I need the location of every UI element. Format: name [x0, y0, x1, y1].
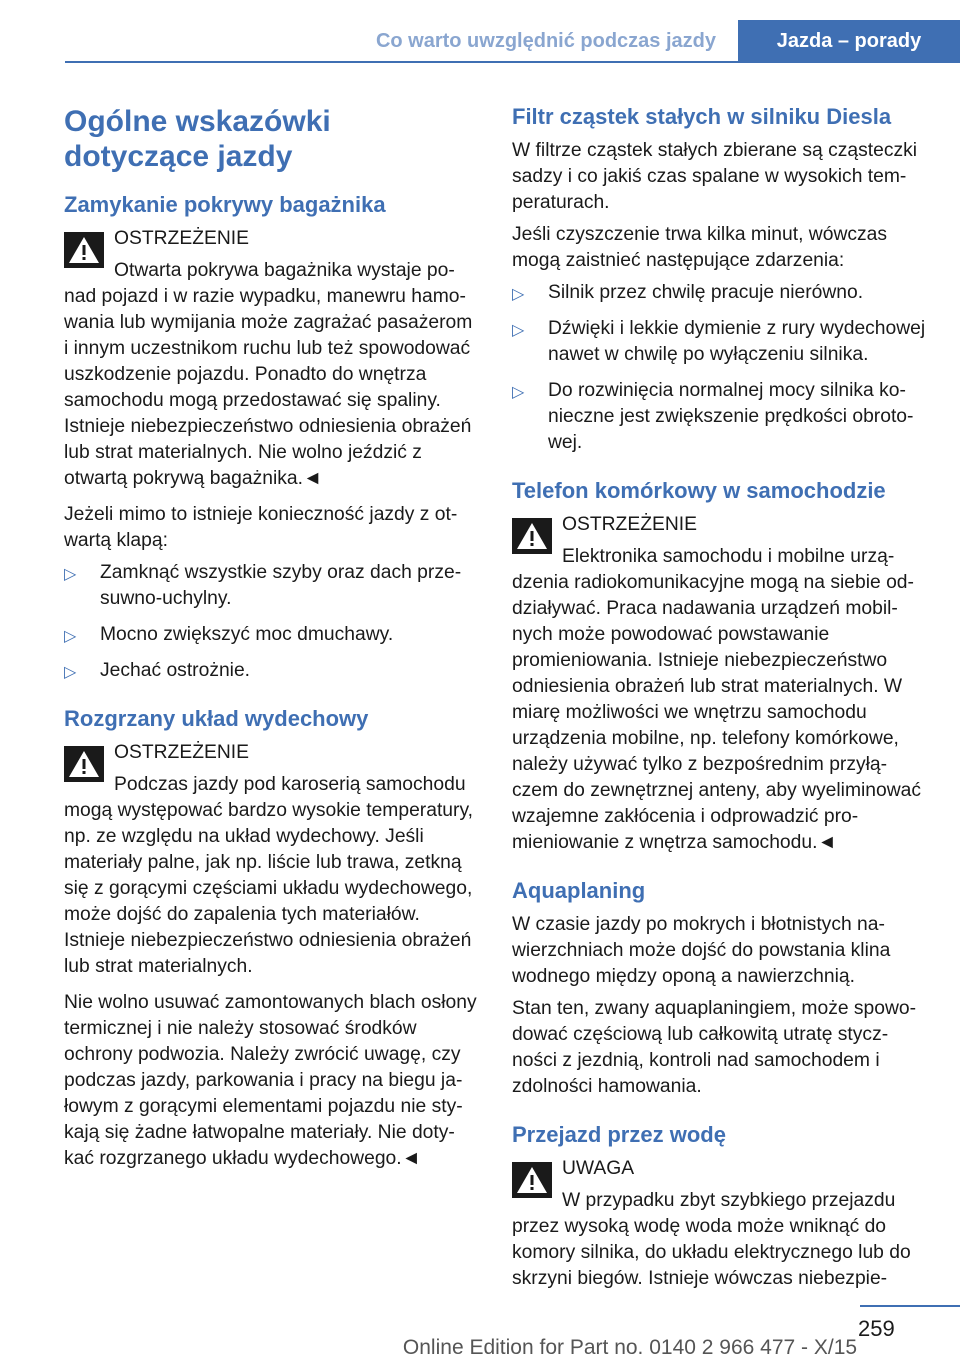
list-item: ▷ Mocno zwiększyć moc dmuchawy.: [64, 622, 478, 648]
heading-diesel-filter: Filtr cząstek stałych w silniku Diesla: [512, 104, 892, 129]
warning-block: [512, 512, 926, 856]
warning-text: Elektronika samochodu i mobilne urządzenia radiokomunikacyjne mogą na siebie oddziaływać. Praca nadawania urządzeń mobilnych może powodować powstawanie promieniowania. Istnieje niebezpieczeństwo odniesienia obrażeń lub strat materialnych. W miarę możliwości we wnętrzu samochodu urządzenia mobilne, np. telefony komórkowe, należy używać tylko z bezpośrednim przyłączem do zewnętrznej anteny, aby wyeliminować wzajemne zakłócenia i odprowadzić promieniowanie z wnętrza samochodu.◄: [512, 546, 922, 853]
warning-label: OSTRZEŻENIE: [562, 514, 697, 535]
page-number: 259: [858, 1316, 895, 1341]
notice-text: W przypadku zbyt szybkiego przejazdu przez wysoką wodę woda może wniknąć do komory silnika, do układu elektrycznego lub do skrzyni biegów. Istnieje wówczas niebezpie-: [512, 1190, 911, 1289]
left-column: [64, 104, 478, 1178]
title-line-2: dotyczące jazdy: [64, 140, 293, 173]
bullet-triangle-icon: ▷: [64, 566, 77, 583]
heading-trunk-lid: Zamykanie pokrywy bagażnika: [64, 192, 386, 217]
heading-water-crossing: Przejazd przez wodę: [512, 1122, 726, 1147]
title-line-1: Ogólne wskazówki: [64, 105, 331, 138]
warning-triangle-icon: [512, 1162, 552, 1198]
bullet-triangle-icon: ▷: [64, 628, 77, 645]
list-item: ▷ Do rozwinięcia normalnej mocy silnika konieczne jest zwiększenie prędkości obrotowej.: [512, 380, 914, 453]
bullet-triangle-icon: ▷: [512, 286, 525, 303]
list-item: ▷ Jechać ostrożnie.: [64, 658, 478, 684]
heading-mobile-phone: Telefon komórkowy w samochodzie: [512, 478, 886, 503]
bullet-triangle-icon: ▷: [512, 384, 525, 401]
notice-label: UWAGA: [562, 1158, 635, 1179]
header-rule: [65, 61, 960, 63]
heading-aquaplaning: Aquaplaning: [512, 878, 646, 903]
paragraph: Nie wolno usuwać zamontowanych blach osłony termicznej i nie należy stosować środków ochrony podwozia. Należy zwrócić uwagę, czy podczas jazdy, parkowania i pracy na biegu jałowym z gorącymi elementami pojazdu nie stykają się żadne łatwopalne materiały. Nie dotykać rozgrzanego układu wydechowego.◄: [64, 992, 477, 1169]
warning-triangle-icon: [512, 518, 552, 554]
paragraph: Jeśli czyszczenie trwa kilka minut, wówczas mogą zaistnieć następujące zdarzenia:: [512, 224, 888, 271]
list-item: ▷ Silnik przez chwilę pracuje nierówno.: [512, 280, 926, 306]
paragraph: W czasie jazdy po mokrych i błotnistych nawierzchniach może dojść do powstania klina wodnego między oponą a nawierzchnią.: [512, 914, 891, 987]
list-item: ▷ Zamknąć wszystkie szyby oraz dach przesuwno-uchylny.: [64, 562, 462, 609]
warning-triangle-icon: [64, 232, 104, 268]
warning-triangle-icon: [64, 746, 104, 782]
footer-edition: Online Edition for Part no. 0140 2 966 477 - X/15: [402, 1336, 858, 1359]
warning-label: OSTRZEŻENIE: [114, 228, 249, 249]
warning-block: [64, 226, 478, 492]
footer-rule: [860, 1305, 960, 1307]
warning-label: OSTRZEŻENIE: [114, 742, 249, 763]
bullet-triangle-icon: ▷: [64, 664, 77, 681]
heading-hot-exhaust: Rozgrzany układ wydechowy: [64, 706, 369, 731]
running-header-chapter: Jazda – porady: [738, 20, 960, 63]
paragraph: Jeżeli mimo to istnieje konieczność jazdy z otwartą klapą:: [64, 504, 458, 551]
bullet-list: [512, 280, 926, 456]
right-column: [512, 104, 926, 1302]
page-title: [64, 104, 478, 174]
bullet-triangle-icon: ▷: [512, 322, 525, 339]
running-header-section: Co warto uwzględnić podczas jazdy: [375, 30, 716, 52]
paragraph: W filtrze cząstek stałych zbierane są cząsteczki sadzy i co jakiś czas spalane w wysokich temperaturach.: [512, 140, 918, 213]
paragraph: Stan ten, zwany aquaplaningiem, może spowodować częściową lub całkowitą utratę styczności z jezdnią, kontroli nad samochodem i zdolności hamowania.: [512, 998, 917, 1097]
warning-block: [512, 1156, 926, 1292]
warning-text: Otwarta pokrywa bagażnika wystaje ponad pojazd i w razie wypadku, manewru hamowania lub wymijania może zagrażać pasażerom i innym uczestnikom ruchu lub też spowodować uszkodzenie pojazdu. Ponadto do wnętrza samochodu mogą przedostawać się spaliny. Istnieje niebezpieczeństwo odniesienia obrażeń lub strat materialnych. Nie wolno jeździć z otwartą pokrywą bagażnika.◄: [64, 260, 473, 489]
warning-text: Podczas jazdy pod karoserią samochodu mogą występować bardzo wysokie temperatury, np. ze względu na układ wydechowy. Jeśli materiały palne, jak np. liście lub trawa, zetkną się z gorącymi częściami układu wydechowego, może dojść do zapalenia tych materiałów. Istnieje niebezpieczeństwo odniesienia obrażeń lub strat materialnych.: [64, 774, 474, 977]
bullet-list: [64, 560, 478, 684]
list-item: ▷ Dźwięki i lekkie dymienie z rury wydechowej nawet w chwilę po wyłączeniu silnika.: [512, 318, 926, 365]
warning-block: [64, 740, 478, 980]
